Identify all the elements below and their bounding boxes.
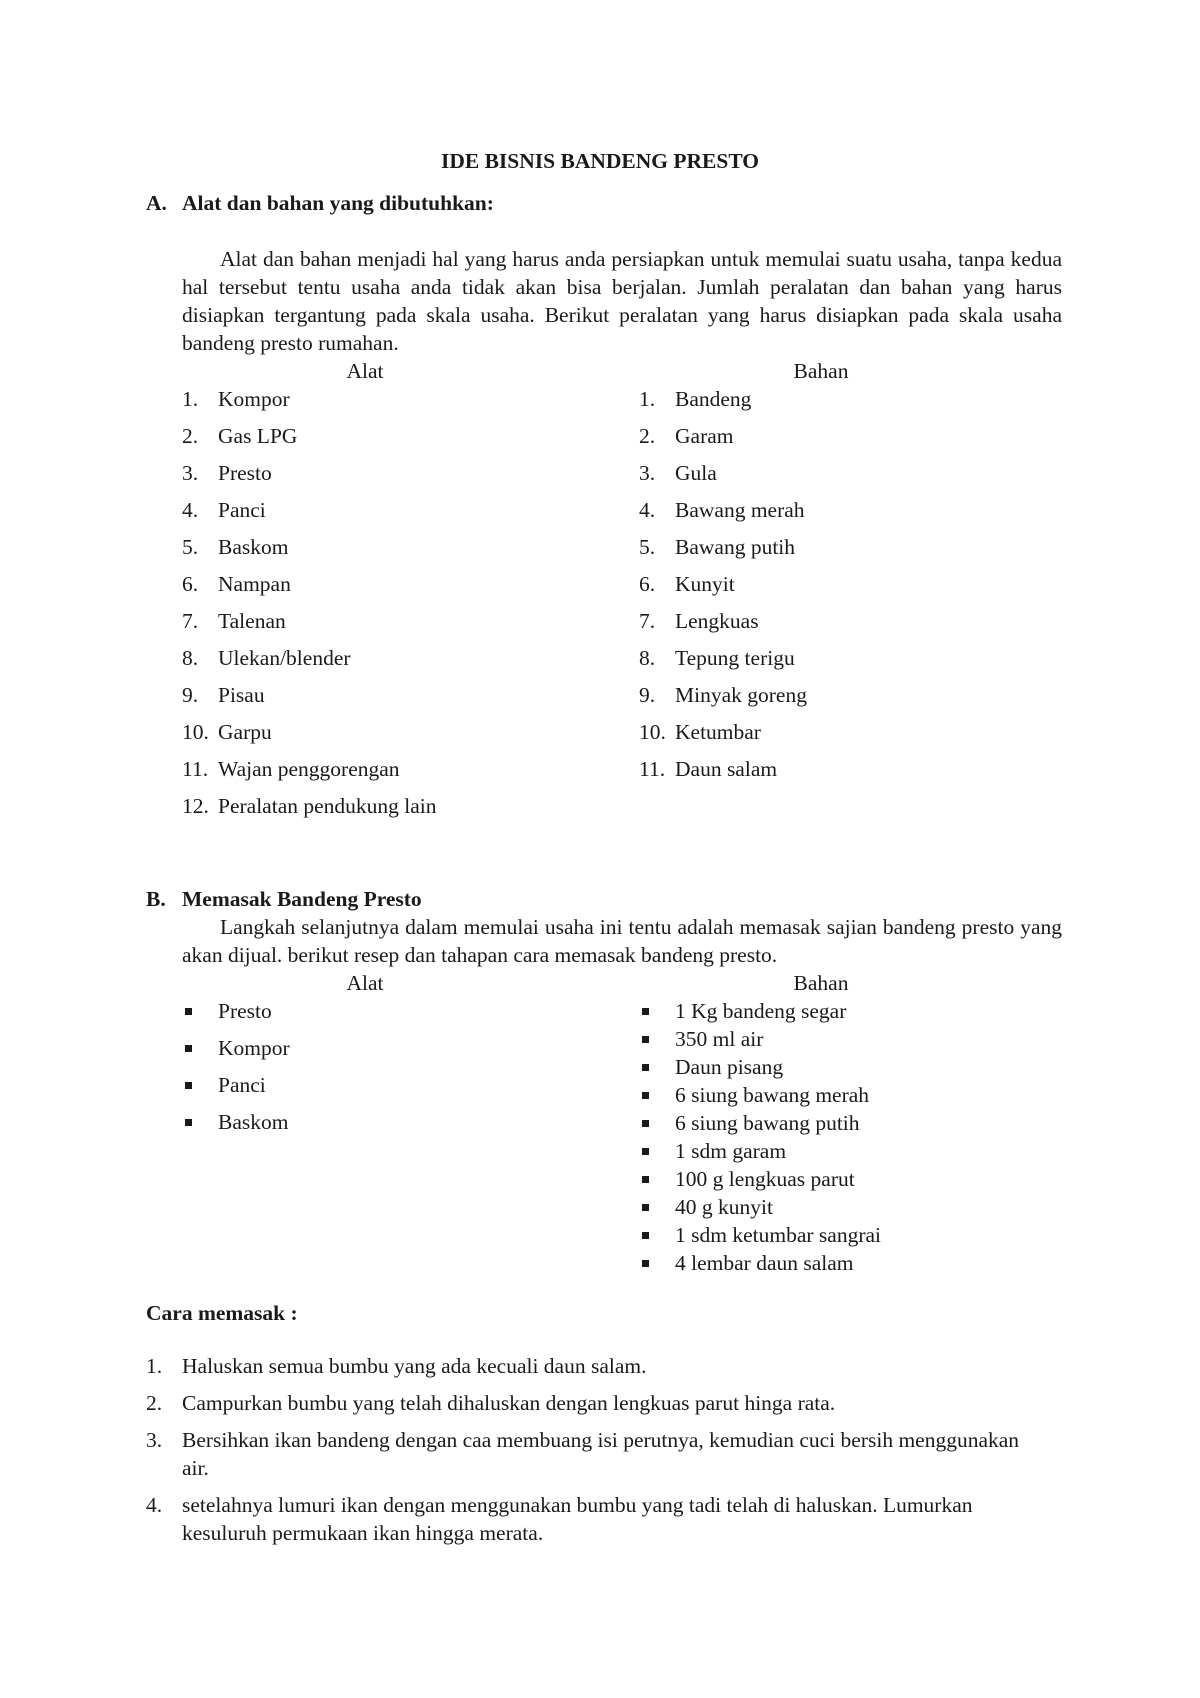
list-text: 1 Kg bandeng segar <box>675 999 847 1023</box>
bahan-item <box>639 496 807 533</box>
step-number: 4. <box>146 1493 163 1517</box>
bahan-item <box>639 1053 881 1081</box>
list-text: Daun pisang <box>675 1055 784 1079</box>
square-bullet-icon <box>642 1176 649 1183</box>
bahan-item <box>639 1193 881 1221</box>
alat-item <box>182 792 437 829</box>
list-text: Nampan <box>218 572 291 596</box>
step-item <box>146 1491 1046 1547</box>
alat-item <box>182 644 437 681</box>
step-number: 3. <box>146 1428 163 1452</box>
section-a-paragraph <box>182 245 1062 357</box>
list-number: 6. <box>182 572 199 596</box>
list-text: Garam <box>675 424 734 448</box>
square-bullet-icon <box>185 1008 192 1015</box>
list-text: Bawang merah <box>675 498 805 522</box>
list-number: 6. <box>639 572 656 596</box>
step-text: Campurkan bumbu yang telah dihaluskan dengan lengkuas parut hinga rata. <box>182 1391 836 1415</box>
list-number: 12. <box>182 794 209 818</box>
alat-item <box>182 422 437 459</box>
list-number: 4. <box>639 498 656 522</box>
bahan-item <box>639 1081 881 1109</box>
bahan-item <box>639 644 807 681</box>
bahan-item <box>639 1221 881 1249</box>
square-bullet-icon <box>642 1064 649 1071</box>
bahan-item <box>639 607 807 644</box>
list-number: 10. <box>182 720 209 744</box>
bahan-item <box>639 533 807 570</box>
list-number: 5. <box>182 535 199 559</box>
list-text: Pisau <box>218 683 265 707</box>
step-number: 2. <box>146 1391 163 1415</box>
section-b-alat-header: Alat <box>346 971 384 995</box>
bahan-item <box>639 755 807 792</box>
list-text: Gula <box>675 461 717 485</box>
section-b-bahan-header: Bahan <box>793 971 849 995</box>
bahan-item <box>639 1025 881 1053</box>
square-bullet-icon <box>185 1082 192 1089</box>
bahan-item <box>639 1165 881 1193</box>
list-number: 5. <box>639 535 656 559</box>
list-text: 4 lembar daun salam <box>675 1251 854 1275</box>
list-text: 6 siung bawang putih <box>675 1111 860 1135</box>
bahan-item <box>639 385 807 422</box>
list-number: 9. <box>639 683 656 707</box>
step-item <box>146 1389 1046 1417</box>
bahan-item <box>639 997 881 1025</box>
bahan-item <box>639 718 807 755</box>
section-b-alat-list <box>182 997 290 1145</box>
step-text: Haluskan semua bumbu yang ada kecuali daun salam. <box>182 1354 647 1378</box>
list-text: Panci <box>218 498 266 522</box>
step-number: 1. <box>146 1354 163 1378</box>
list-text: Ulekan/blender <box>218 646 351 670</box>
list-text: Talenan <box>218 609 286 633</box>
list-text: Tepung terigu <box>675 646 795 670</box>
bahan-item <box>639 1249 881 1277</box>
list-number: 3. <box>182 461 199 485</box>
list-text: Bandeng <box>675 387 752 411</box>
bahan-item <box>639 422 807 459</box>
square-bullet-icon <box>642 1232 649 1239</box>
square-bullet-icon <box>642 1092 649 1099</box>
section-a-bahan-header: Bahan <box>793 359 849 383</box>
bahan-item <box>639 1109 881 1137</box>
section-a-bahan-list <box>639 385 807 792</box>
section-a-alat-header: Alat <box>346 359 384 383</box>
list-number: 7. <box>639 609 656 633</box>
list-number: 8. <box>182 646 199 670</box>
square-bullet-icon <box>642 1148 649 1155</box>
list-text: Daun salam <box>675 757 778 781</box>
list-text: Wajan penggorengan <box>218 757 400 781</box>
alat-item <box>182 533 437 570</box>
list-text: Kunyit <box>675 572 735 596</box>
list-number: 4. <box>182 498 199 522</box>
list-text: 350 ml air <box>675 1027 764 1051</box>
section-b-paragraph-text: Langkah selanjutnya dalam memulai usaha ini tentu adalah memasak sajian bandeng presto yang akan dijual. berikut resep dan tahapan cara memasak bandeng presto. <box>182 915 1062 967</box>
step-item <box>146 1426 1046 1482</box>
alat-item <box>182 570 437 607</box>
list-text: Peralatan pendukung lain <box>218 794 437 818</box>
list-text: Baskom <box>218 1110 289 1134</box>
list-number: 7. <box>182 609 199 633</box>
list-number: 8. <box>639 646 656 670</box>
list-text: Bawang putih <box>675 535 796 559</box>
section-a-marker: A. <box>146 191 167 215</box>
list-text: Kompor <box>218 1036 290 1060</box>
alat-item <box>182 681 437 718</box>
list-text: 6 siung bawang merah <box>675 1083 870 1107</box>
bahan-item <box>639 1137 881 1165</box>
section-b-paragraph <box>182 913 1062 969</box>
alat-item <box>182 997 290 1034</box>
square-bullet-icon <box>185 1119 192 1126</box>
list-text: Gas LPG <box>218 424 298 448</box>
list-number: 1. <box>639 387 656 411</box>
list-number: 10. <box>639 720 666 744</box>
alat-item <box>182 1034 290 1071</box>
bahan-item <box>639 681 807 718</box>
list-number: 1. <box>182 387 199 411</box>
list-text: Minyak goreng <box>675 683 807 707</box>
square-bullet-icon <box>642 1260 649 1267</box>
section-a-alat-list <box>182 385 437 829</box>
square-bullet-icon <box>642 1036 649 1043</box>
list-number: 3. <box>639 461 656 485</box>
alat-item <box>182 459 437 496</box>
list-text: Presto <box>218 999 272 1023</box>
cara-memasak-heading: Cara memasak : <box>146 1301 298 1325</box>
section-a-heading: Alat dan bahan yang dibutuhkan: <box>182 191 494 215</box>
list-text: Ketumbar <box>675 720 761 744</box>
list-text: Kompor <box>218 387 290 411</box>
alat-item <box>182 607 437 644</box>
list-text: Panci <box>218 1073 266 1097</box>
alat-item <box>182 718 437 755</box>
list-text: Presto <box>218 461 272 485</box>
alat-item <box>182 1071 290 1108</box>
alat-item <box>182 385 437 422</box>
bahan-item <box>639 459 807 496</box>
list-text: 40 g kunyit <box>675 1195 773 1219</box>
section-b-marker: B. <box>146 887 166 911</box>
step-text: setelahnya lumuri ikan dengan menggunakan bumbu yang tadi telah di haluskan. Lumurkan kesuluruh permukaan ikan hingga merata. <box>182 1493 973 1545</box>
square-bullet-icon <box>642 1120 649 1127</box>
list-number: 11. <box>639 757 666 781</box>
square-bullet-icon <box>185 1045 192 1052</box>
list-text: Lengkuas <box>675 609 759 633</box>
list-text: Baskom <box>218 535 289 559</box>
list-number: 11. <box>182 757 209 781</box>
cara-memasak-steps <box>146 1352 1046 1556</box>
document-title: IDE BISNIS BANDENG PRESTO <box>440 149 760 173</box>
section-a-paragraph-text: Alat dan bahan menjadi hal yang harus anda persiapkan untuk memulai suatu usaha, tanpa kedua hal tersebut tentu usaha anda tidak akan bisa berjalan. Jumlah peralatan dan bahan yang harus disiapkan tergantung pada skala usaha. Berikut peralatan yang harus disiapkan pada skala usaha bandeng presto rumahan. <box>182 247 1062 355</box>
alat-item <box>182 755 437 792</box>
list-text: 100 g lengkuas parut <box>675 1167 855 1191</box>
square-bullet-icon <box>642 1204 649 1211</box>
step-item <box>146 1352 1046 1380</box>
step-text: Bersihkan ikan bandeng dengan caa membuang isi perutnya, kemudian cuci bersih menggunakan air. <box>182 1428 1020 1480</box>
list-text: 1 sdm garam <box>675 1139 787 1163</box>
alat-item <box>182 1108 290 1145</box>
list-text: Garpu <box>218 720 272 744</box>
list-text: 1 sdm ketumbar sangrai <box>675 1223 881 1247</box>
alat-item <box>182 496 437 533</box>
section-b-bahan-list <box>639 997 881 1277</box>
list-number: 9. <box>182 683 199 707</box>
square-bullet-icon <box>642 1008 649 1015</box>
bahan-item <box>639 570 807 607</box>
section-b-heading: Memasak Bandeng Presto <box>182 887 422 911</box>
list-number: 2. <box>639 424 656 448</box>
list-number: 2. <box>182 424 199 448</box>
